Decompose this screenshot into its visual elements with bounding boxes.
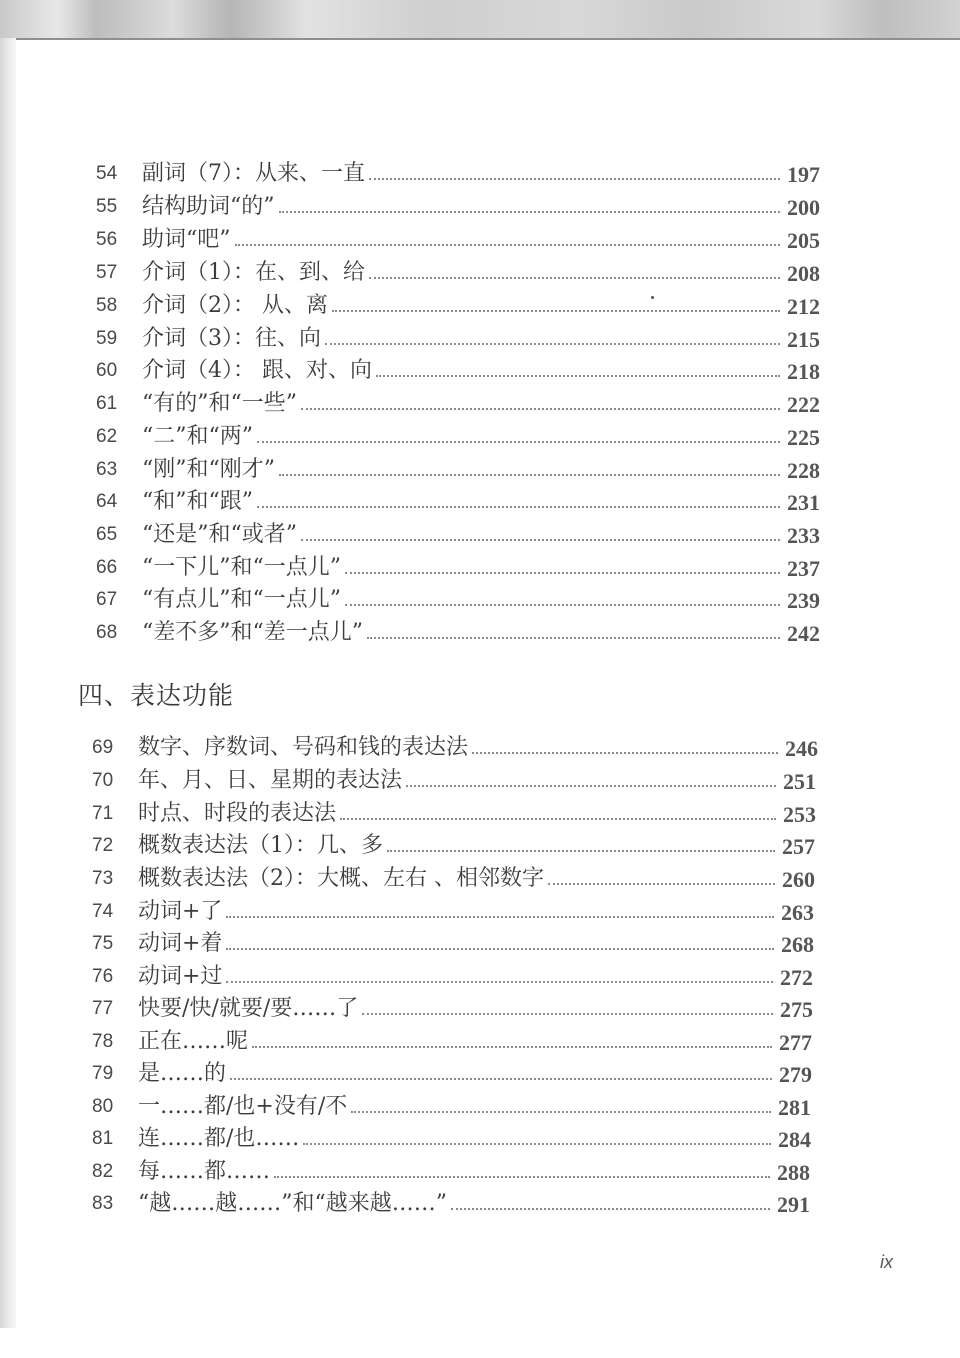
entry-number: 61 (96, 393, 118, 414)
toc-entry[interactable] (92, 1154, 810, 1186)
entry-title: 概数表达法（2）：大概、左右 、相邻数字 (138, 866, 544, 891)
entry-number: 62 (96, 426, 118, 447)
entry-page-number: 222 (787, 392, 820, 417)
entry-number: 80 (92, 1096, 114, 1117)
entry-title: 副词（7）：从来、一直 (142, 161, 365, 186)
entry-page-number: 205 (787, 228, 820, 253)
entry-title: 动词+着 (138, 931, 223, 956)
entry-title: 正在……呢 (138, 1029, 249, 1054)
dot-leader (230, 1078, 772, 1080)
dot-leader (548, 883, 775, 885)
entry-page-number: 291 (777, 1192, 810, 1217)
dot-leader (257, 506, 780, 508)
entry-number: 79 (92, 1063, 114, 1084)
entry-title: 一……都/也+没有/不 (138, 1094, 348, 1119)
entry-number: 65 (96, 524, 118, 545)
entry-title: 是……的 (138, 1061, 227, 1086)
entry-title: 结构助词“的” (142, 194, 275, 219)
entry-number: 55 (96, 196, 118, 217)
dot-leader (332, 310, 780, 312)
entry-number: 67 (96, 589, 118, 610)
entry-number: 58 (96, 295, 118, 316)
entry-number: 78 (92, 1031, 114, 1052)
dot-leader (257, 441, 780, 443)
entry-page-number: 225 (787, 425, 820, 450)
page-folio: ix (880, 1252, 893, 1272)
entry-page-number: 231 (787, 490, 820, 515)
entry-number: 63 (96, 459, 118, 480)
entry-number: 66 (96, 557, 118, 578)
toc-entry[interactable] (96, 386, 820, 418)
entry-page-number: 208 (787, 261, 820, 286)
toc-entry[interactable] (96, 615, 820, 647)
toc-entry[interactable] (96, 582, 820, 614)
entry-number: 81 (92, 1128, 114, 1149)
entry-title: 连……都/也…… (138, 1126, 300, 1151)
entry-title: 快要/快/就要/要……了 (138, 996, 359, 1021)
dot-leader (301, 539, 780, 541)
entry-number: 77 (92, 998, 114, 1019)
scan-left-edge (0, 38, 16, 1328)
toc-entry[interactable] (96, 255, 820, 287)
entry-title: 介词（1）：在、到、给 (142, 260, 365, 285)
entry-title: 年、月、日、星期的表达法 (138, 768, 403, 793)
entry-title: 动词+了 (138, 899, 223, 924)
dot-leader (362, 1013, 773, 1015)
dot-leader (369, 178, 780, 180)
entry-number: 69 (92, 737, 114, 758)
entry-number: 56 (96, 229, 118, 250)
entry-number: 75 (92, 933, 114, 954)
entry-number: 72 (92, 835, 114, 856)
dot-leader (472, 752, 778, 754)
entry-page-number: 215 (787, 327, 820, 352)
dot-leader (226, 948, 774, 950)
entry-title: 介词（2）： 从、离 (142, 293, 328, 318)
dot-leader (303, 1143, 771, 1145)
entry-title: 介词（3）：往、向 (142, 326, 321, 351)
toc-entry[interactable] (92, 959, 813, 991)
dot-leader (279, 211, 781, 213)
entry-page-number: 253 (783, 802, 816, 827)
entry-page-number: 268 (781, 932, 814, 957)
entry-number: 60 (96, 360, 118, 381)
entry-title: 概数表达法（1）：几、多 (138, 833, 383, 858)
dot-leader (279, 474, 780, 476)
toc-entry[interactable] (92, 926, 814, 958)
entry-page-number: 246 (785, 736, 818, 761)
entry-title: “有的”和“一些” (142, 391, 297, 416)
dot-leader (235, 244, 781, 246)
entry-number: 76 (92, 966, 114, 987)
entry-number: 64 (96, 491, 118, 512)
entry-number: 68 (96, 622, 118, 643)
entry-page-number: 200 (787, 195, 820, 220)
dot-leader (351, 1111, 771, 1113)
toc-entry[interactable] (96, 452, 820, 484)
entry-number: 70 (92, 770, 114, 791)
entry-number: 54 (96, 163, 118, 184)
entry-title: 助词“吧” (142, 227, 231, 252)
entry-page-number: 233 (787, 523, 820, 548)
toc-entry[interactable] (92, 828, 815, 860)
toc-entry[interactable] (96, 222, 820, 254)
toc-entry[interactable] (96, 353, 820, 385)
toc-entry[interactable] (92, 796, 816, 828)
toc-entry[interactable] (92, 1089, 811, 1121)
entry-number: 83 (92, 1193, 114, 1214)
entry-page-number: 197 (787, 162, 820, 187)
entry-title: “越……越……”和“越来越……” (138, 1191, 447, 1216)
entry-page-number: 237 (787, 556, 820, 581)
entry-title: “一下儿”和“一点儿” (142, 555, 341, 580)
toc-entry[interactable] (92, 861, 815, 893)
entry-page-number: 284 (778, 1127, 811, 1152)
entry-page-number: 272 (780, 965, 813, 990)
dot-leader (226, 916, 774, 918)
entry-title: 数字、序数词、号码和钱的表达法 (138, 735, 469, 760)
dot-leader (367, 637, 780, 639)
toc-entry[interactable] (96, 550, 820, 582)
entry-title: “二”和“两” (142, 424, 253, 449)
toc-entry[interactable] (96, 517, 820, 549)
dot-leader (274, 1176, 770, 1178)
entry-number: 71 (92, 803, 114, 824)
entry-page-number: 263 (781, 900, 814, 925)
entry-number: 73 (92, 868, 114, 889)
toc-entry[interactable] (96, 189, 820, 221)
entry-title: “还是”和“或者” (142, 522, 297, 547)
entry-title: 介词（4）： 跟、对、向 (142, 358, 372, 383)
entry-page-number: 212 (787, 294, 820, 319)
entry-page-number: 288 (777, 1160, 810, 1185)
entry-page-number: 228 (787, 458, 820, 483)
dot-leader (451, 1208, 770, 1210)
entry-page-number: 277 (779, 1030, 812, 1055)
entry-page-number: 275 (780, 997, 813, 1022)
entry-page-number: 251 (783, 769, 816, 794)
entry-page-number: 281 (778, 1095, 811, 1120)
toc-entry[interactable] (96, 321, 820, 353)
dot-leader (406, 785, 776, 787)
entry-title: 动词+过 (138, 964, 223, 989)
toc-entry[interactable] (96, 288, 820, 320)
entry-number: 59 (96, 328, 118, 349)
dot-leader (340, 818, 776, 820)
scan-speck (651, 296, 654, 299)
toc-entry[interactable] (92, 1056, 812, 1088)
entry-page-number: 260 (782, 867, 815, 892)
entry-page-number: 242 (787, 621, 820, 646)
entry-number: 82 (92, 1161, 114, 1182)
toc-entry[interactable] (96, 484, 820, 516)
dot-leader (345, 572, 780, 574)
toc-entry[interactable] (96, 156, 820, 188)
toc-entry[interactable] (92, 1121, 811, 1153)
toc-entry[interactable] (92, 991, 813, 1023)
toc-entry[interactable] (96, 419, 820, 451)
dot-leader (226, 981, 773, 983)
entry-title: “有点儿”和“一点儿” (142, 587, 341, 612)
dot-leader (301, 408, 780, 410)
dot-leader (376, 375, 780, 377)
dot-leader (345, 604, 780, 606)
entry-title: 时点、时段的表达法 (138, 801, 337, 826)
entry-page-number: 279 (779, 1062, 812, 1087)
toc-entry[interactable] (92, 1024, 812, 1056)
dot-leader (325, 343, 780, 345)
dot-leader (387, 850, 775, 852)
toc-entry[interactable] (92, 730, 818, 762)
entry-number: 74 (92, 901, 114, 922)
dot-leader (252, 1046, 772, 1048)
entry-title: 每……都…… (138, 1159, 271, 1184)
entry-page-number: 218 (787, 359, 820, 384)
entry-title: “刚”和“刚才” (142, 457, 275, 482)
toc-entry[interactable] (92, 763, 816, 795)
entry-title: “差不多”和“差一点儿” (142, 620, 363, 645)
toc-entry[interactable] (92, 1186, 810, 1218)
entry-page-number: 239 (787, 588, 820, 613)
entry-title: “和”和“跟” (142, 489, 253, 514)
toc-entry[interactable] (92, 894, 814, 926)
dot-leader (369, 277, 780, 279)
entry-number: 57 (96, 262, 118, 283)
scan-top-edge (0, 0, 960, 40)
entry-page-number: 257 (782, 834, 815, 859)
section-heading: 四、表达功能 (78, 681, 235, 710)
